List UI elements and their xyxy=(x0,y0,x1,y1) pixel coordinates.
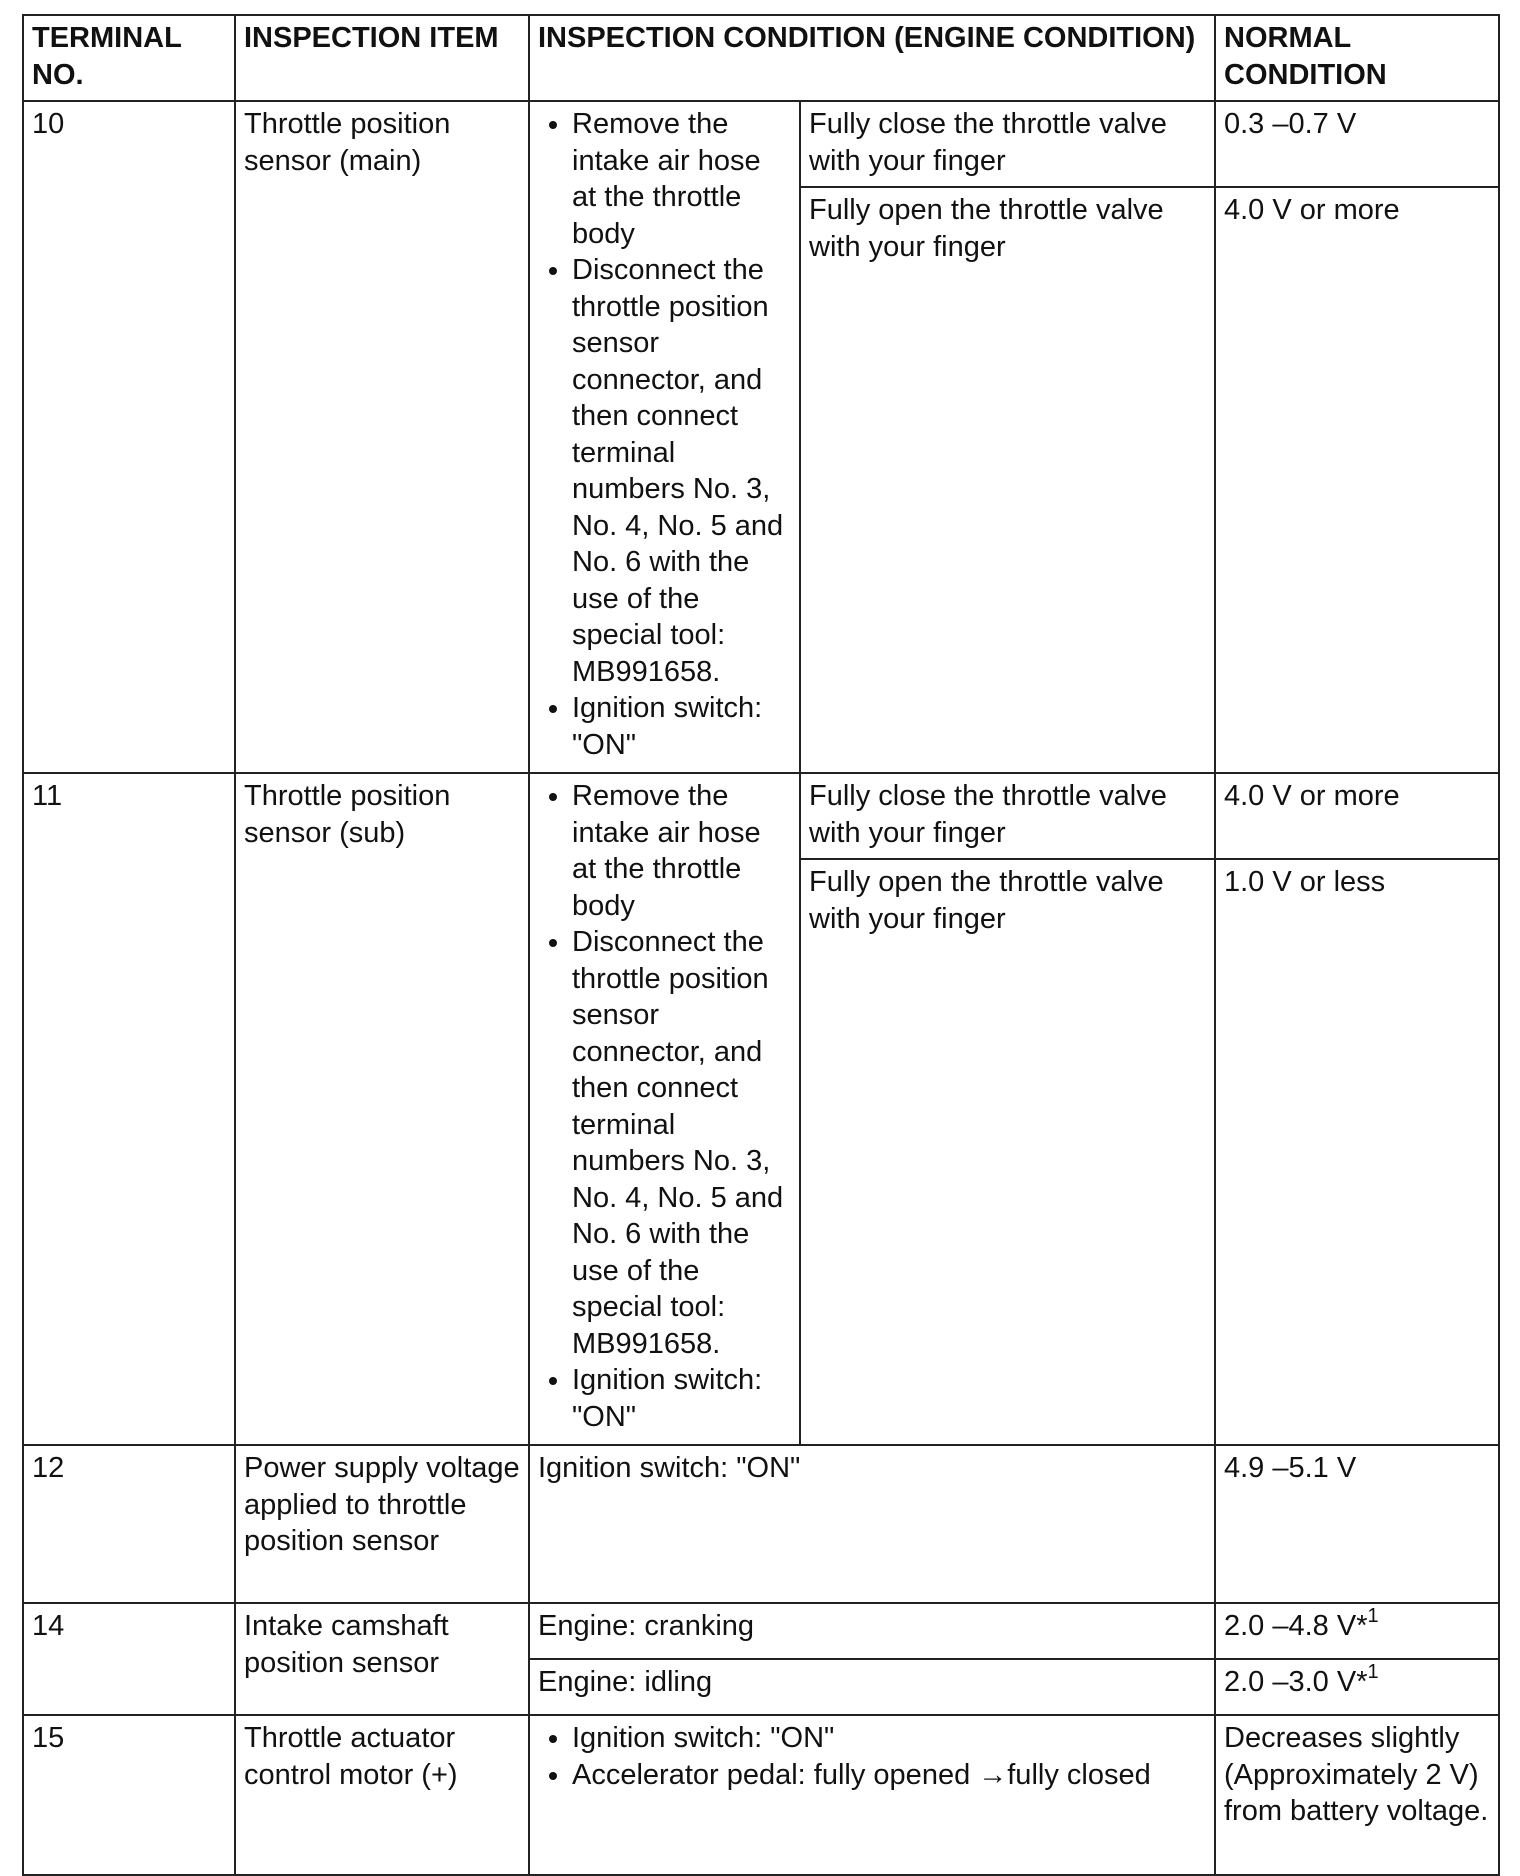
inspection-item-cell: Throttle position sensor (main) xyxy=(235,101,529,773)
inspection-table xyxy=(22,14,1500,1876)
steps-list xyxy=(538,778,791,1435)
terminal-cell: 11 xyxy=(23,773,235,1445)
header-normal-condition: NORMAL CONDITION xyxy=(1215,15,1499,101)
sub-condition-cell: Fully close the throttle valve with your finger xyxy=(800,101,1215,187)
table-row xyxy=(23,1445,1499,1603)
sub-condition-cell: Fully close the throttle valve with your finger xyxy=(800,773,1215,859)
list-item: • Ignition switch: "ON" xyxy=(572,1720,1206,1757)
terminal-cell: 15 xyxy=(23,1715,235,1875)
inspection-condition-cell: Engine: cranking xyxy=(529,1603,1215,1659)
normal-condition-cell xyxy=(1215,1603,1499,1659)
table-row xyxy=(23,773,1499,859)
steps-list xyxy=(538,1720,1206,1793)
footnote-marker: 1 xyxy=(1367,1605,1379,1628)
inspection-table-page xyxy=(22,14,1498,1876)
inspection-steps-cell xyxy=(529,1715,1215,1875)
list-item: • Ignition switch: "ON" xyxy=(572,690,791,763)
terminal-cell: 10 xyxy=(23,101,235,773)
inspection-item-cell: Throttle actuator control motor (+) xyxy=(235,1715,529,1875)
inspection-steps-cell xyxy=(529,101,800,773)
normal-condition-cell: 4.9 –5.1 V xyxy=(1215,1445,1499,1603)
inspection-item-cell: Throttle position sensor (sub) xyxy=(235,773,529,1445)
table-row xyxy=(23,1715,1499,1875)
list-item: • Accelerator pedal: fully opened →fully closed xyxy=(572,1757,1206,1794)
list-item: • Disconnect the throttle position sensor connector, and then connect terminal numbers No. 3, No. 4, No. 5 and No. 6 with the use of the special tool: MB991658. xyxy=(572,924,791,1362)
normal-condition-cell: 0.3 –0.7 V xyxy=(1215,101,1499,187)
list-item: • Ignition switch: "ON" xyxy=(572,1362,791,1435)
table-row xyxy=(23,1603,1499,1659)
sub-condition-cell: Fully open the throttle valve with your finger xyxy=(800,187,1215,773)
inspection-condition-cell: Ignition switch: "ON" xyxy=(529,1445,1215,1603)
list-item: • Remove the intake air hose at the throttle body xyxy=(572,106,791,252)
steps-list xyxy=(538,106,791,763)
terminal-cell: 12 xyxy=(23,1445,235,1603)
normal-condition-cell: 4.0 V or more xyxy=(1215,773,1499,859)
list-item: • Disconnect the throttle position sensor connector, and then connect terminal numbers No. 3, No. 4, No. 5 and No. 6 with the use of the special tool: MB991658. xyxy=(572,252,791,690)
inspection-item-cell: Power supply voltage applied to throttle position sensor xyxy=(235,1445,529,1603)
normal-condition-cell: 4.0 V or more xyxy=(1215,187,1499,773)
inspection-item-cell: Intake camshaft position sensor xyxy=(235,1603,529,1715)
header-inspection-item: INSPECTION ITEM xyxy=(235,15,529,101)
footnote-marker: 1 xyxy=(1367,1661,1379,1684)
table-row xyxy=(23,101,1499,187)
list-item: • Remove the intake air hose at the throttle body xyxy=(572,778,791,924)
sub-condition-cell: Fully open the throttle valve with your finger xyxy=(800,859,1215,1445)
inspection-steps-cell xyxy=(529,773,800,1445)
normal-condition-cell: Decreases slightly (Approximately 2 V) from battery voltage. xyxy=(1215,1715,1499,1875)
terminal-cell: 14 xyxy=(23,1603,235,1715)
normal-value: 2.0 –4.8 V* xyxy=(1224,1610,1368,1642)
normal-condition-cell: 1.0 V or less xyxy=(1215,859,1499,1445)
inspection-condition-cell: Engine: idling xyxy=(529,1659,1215,1715)
normal-condition-cell xyxy=(1215,1659,1499,1715)
header-terminal: TERMINAL NO. xyxy=(23,15,235,101)
header-inspection-condition: INSPECTION CONDITION (ENGINE CONDITION) xyxy=(529,15,1215,101)
header-row xyxy=(23,15,1499,101)
normal-value: 2.0 –3.0 V* xyxy=(1224,1666,1368,1698)
